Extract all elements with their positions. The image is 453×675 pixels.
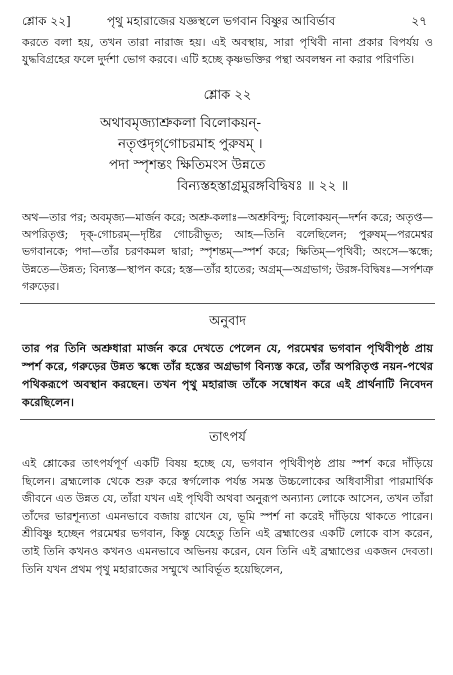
header-verse-ref: শ্লোক ২২] bbox=[22, 14, 71, 28]
purport-text: এই শ্লোকের তাৎপর্যপূর্ণ একটি বিষয় হচ্ছে যে, ভগবান পৃথিবীপৃষ্ঠ প্রায় স্পর্শ করে দাঁড়িয়ে ছিলেন। ব্রহ্মলোক থেকে শুরু করে স্বর্গলোক পর্যন্ত সমস্ত উচ্চলোকের অধিবাসীরা পারমার্থিক জীবনে এত উন্নত যে, তাঁরা যখন এই পৃথিবী অথবা অনুরূপ অন্যান্য লোকে আসেন, তখন তাঁরা তাঁদের ভারশূন্যতা এমনভাবে বজায় রাখেন যে, ভূমি স্পর্শ না করেই দাঁড়িয়ে থাকতে পারেন। শ্রীবিষ্ণু হচ্ছেন পরমেশ্বর ভগবান, কিন্তু যেহেতু তিনি এই ব্রহ্মাণ্ডের একটি লোকে বাস করেন, তাই তিনি কখনও কখনও এমনভাবে অভিনয় করেন, যেন তিনি এই ব্রহ্মাণ্ডের একজন দেবতা। তিনি যখন প্রথম পৃথু মহারাজের সম্মুখে আবির্ভূত হয়েছিলেন, bbox=[22, 457, 433, 576]
header-chapter-title: পৃথু মহারাজের যজ্ঞস্থলে ভগবান বিষ্ণুর আবির্ভাব bbox=[107, 14, 336, 28]
verse-line: অথাবমৃজ্যাশ্রুকলা বিলোকয়ন্- bbox=[100, 115, 262, 131]
running-header bbox=[22, 0, 433, 34]
continued-paragraph: করতে বলা হয়, তখন তারা নারাজ হয়। এই অবস্থায়, সারা পৃথিবী নানা প্রকার বিপর্যয় ও যুদ্ধবিগ্রহের ফলে দুর্দশা ভোগ করবে। এটি হচ্ছে কৃষ্ণভক্তির পন্থা অবলম্বন না করার পরিণতি। bbox=[22, 36, 433, 66]
translation-text: তার পর তিনি অশ্রুধারা মার্জন করে দেখতে পেলেন যে, পরমেশ্বর ভগবান পৃথিবীপৃষ্ঠ প্রায় স্পর্শ করে, গরুড়ের উন্নত স্কন্ধে তাঁর হস্তের অগ্রভাগ বিন্যস্ত করে, তাঁর অপরিতৃপ্ত নয়ন-পথের পথিকরূপে অবস্থান করছেন। তখন পৃথু মহারাজ তাঁকে সম্বোধন করে এই প্রার্থনাটি নিবেদন করেছিলেন। bbox=[22, 341, 433, 410]
page-number: ২৭ bbox=[411, 14, 427, 28]
sanskrit-verse bbox=[22, 113, 433, 197]
verse-heading: শ্লোক ২২ bbox=[203, 88, 252, 103]
section-divider bbox=[20, 419, 435, 420]
purport-heading: তাৎপর্য bbox=[209, 430, 246, 446]
word-synonyms: অথ—তার পর; অবমৃজ্য—মার্জন করে; অশ্রু-কলাঃ—অশ্রুবিন্দু; বিলোকয়ন্—দর্শন করে; অতৃপ্ত—অপরিতৃপ্ত; দৃক্-গোচরম্—দৃষ্টির গোচরীভূত; আহ—তিনি বলেছিলেন; পুরুষম্—পরমেশ্বর ভগবানকে; পদা—তাঁর চরণকমল দ্বারা; স্পৃশন্তম্—স্পর্শ করে; ক্ষিতিম্—পৃথিবী; অংসে—স্কন্ধে; উন্নতে—উন্নত; বিন্যস্ত—স্থাপন করে; হস্ত—তাঁর হাতের; অগ্রম্—অগ্রভাগ; উরঙ্গ-বিদ্বিষঃ—সর্পশত্রু গরুড়ের। bbox=[22, 211, 433, 293]
verse-line: বিন্যস্তহস্তাগ্রমুরঙ্গবিদ্বিষঃ ॥ ২২ ॥ bbox=[177, 178, 349, 194]
translation-heading: অনুবাদ bbox=[209, 314, 246, 330]
verse-line: নতৃপ্তদৃগ্‌গোচরমাহ পুরুষম্ । bbox=[118, 136, 263, 152]
verse-line: পদা স্পৃশন্তং ক্ষিতিমংস উন্নতে bbox=[109, 157, 266, 173]
section-divider bbox=[20, 303, 435, 304]
